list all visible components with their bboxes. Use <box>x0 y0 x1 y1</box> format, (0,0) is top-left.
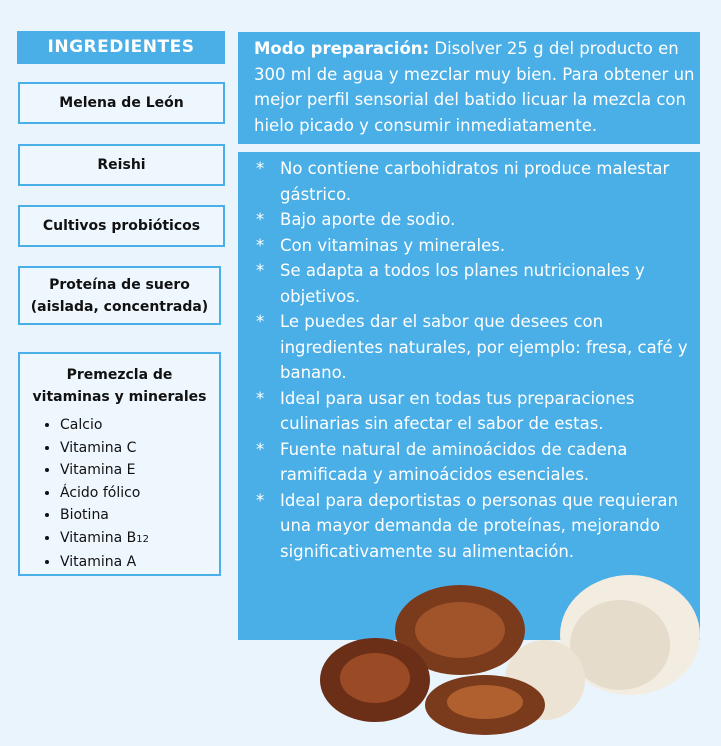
benefit-item: * Se adapta a todos los planes nutricionales y objetivos. <box>254 258 690 309</box>
benefit-item: * Con vitaminas y minerales. <box>254 233 690 259</box>
premix-box <box>18 352 221 576</box>
premix-item <box>60 527 149 552</box>
ingredient-label: Melena de León <box>59 95 184 111</box>
ingredients-header: INGREDIENTES <box>17 31 225 64</box>
premix-item: • Vitamina E <box>60 459 149 482</box>
benefit-item: * Fuente natural de aminoácidos de cadena ramificada y aminoácidos esenciales. <box>254 437 690 488</box>
subscript: 12 <box>136 533 149 545</box>
premix-title: Premezcla de vitaminas y minerales <box>32 367 207 405</box>
preparation-panel <box>238 32 700 144</box>
benefit-item: * Bajo aporte de sodio. <box>254 207 690 233</box>
ingredient-label: Reishi <box>97 157 146 173</box>
ingredient-box <box>18 82 225 124</box>
ingredient-label: Cultivos probióticos <box>42 218 201 234</box>
premix-item: • Vitamina A <box>60 551 149 574</box>
ingredient-box <box>18 205 225 247</box>
premix-item-text: Vitamina B <box>60 529 137 546</box>
benefit-item: * Ideal para deportistas o personas que requieran una mayor demanda de proteínas, mejorando significativamente su alimentación. <box>254 488 690 565</box>
premix-list <box>20 414 149 574</box>
benefit-item: * Le puedes dar el sabor que desees con ingredientes naturales, por ejemplo: fresa, café y banano. <box>254 309 690 386</box>
preparation-label: Modo preparación: <box>254 39 430 58</box>
benefit-item: * Ideal para usar en todas tus preparaciones culinarias sin afectar el sabor de estas. <box>254 386 690 437</box>
premix-item: • Biotina <box>60 504 149 527</box>
preparation-text: Disolver 25 g del producto en 300 ml de agua y mezclar muy bien. Para obtener un mejor perfil sensorial del batido licuar la mezcla con hielo picado y consumir inmediatamente. <box>254 39 695 135</box>
ingredient-box <box>18 144 225 186</box>
premix-item: • Vitamina C <box>60 437 149 460</box>
premix-item: • Calcio <box>60 414 149 437</box>
mushrooms-image <box>300 560 721 746</box>
premix-item: • Ácido fólico <box>60 482 149 505</box>
ingredient-box <box>18 266 221 325</box>
benefit-item: * No contiene carbohidratos ni produce malestar gástrico. <box>254 156 690 207</box>
ingredient-label: Proteína de suero (aislada, concentrada) <box>30 276 209 315</box>
